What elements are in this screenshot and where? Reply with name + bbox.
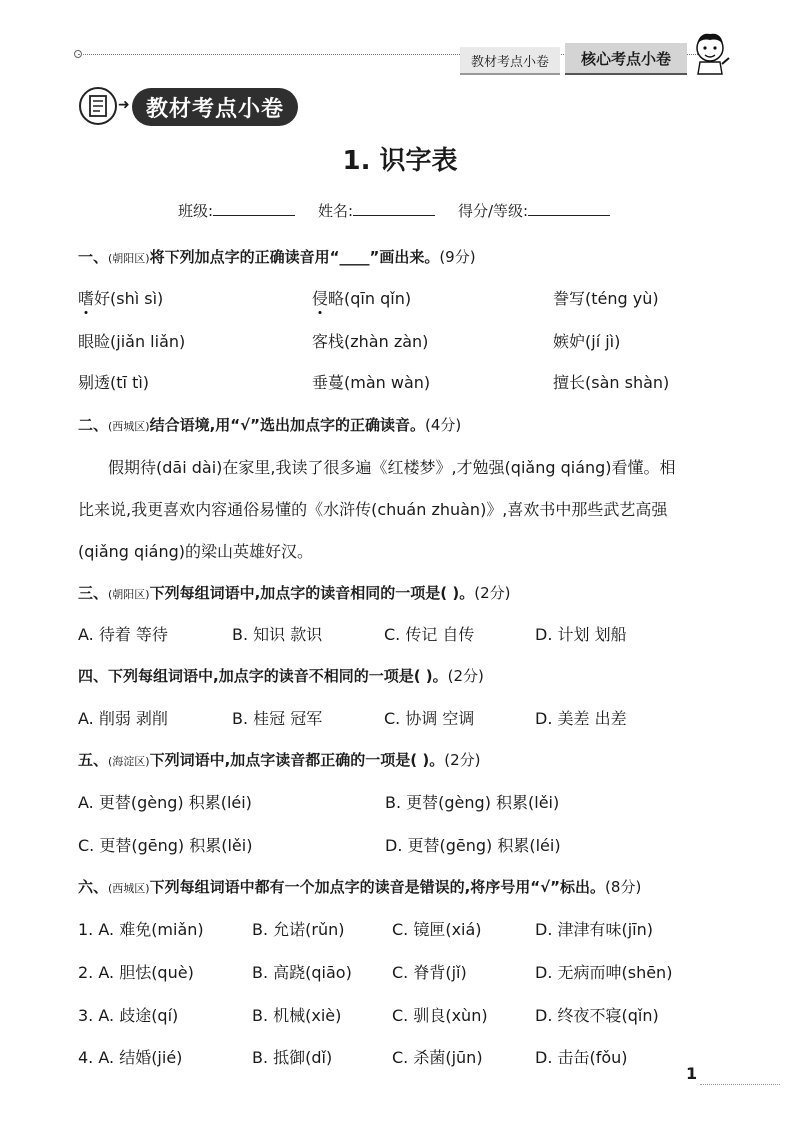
q4-option-d[interactable]: D. 美差 出差 xyxy=(535,709,627,728)
q6-row-4-c[interactable]: C. 杀菌(jūn) xyxy=(392,1048,483,1067)
q1-item[interactable]: 侵略(qīn qǐn) xyxy=(312,289,412,308)
q6-row-3-c[interactable]: C. 驯良(xùn) xyxy=(392,1006,488,1025)
q1-item[interactable]: 擅长(sàn shàn) xyxy=(553,373,670,392)
q6-row-3-d[interactable]: D. 终夜不寝(qǐn) xyxy=(535,1006,659,1025)
q6-row-1-a[interactable]: 1. A. 难免(miǎn) xyxy=(78,920,204,939)
question-6-heading: 六、(西城区)下列每组词语中都有一个加点字的读音是错误的,将序号用“√”标出。(8分) xyxy=(78,878,642,896)
q3-option-d[interactable]: D. 计划 划船 xyxy=(535,625,627,644)
notebook-icon xyxy=(78,86,118,126)
q5-option-c[interactable]: C. 更替(gēng) 积累(lěi) xyxy=(78,836,253,855)
class-label: 班级: xyxy=(178,202,214,220)
q1-item[interactable]: 垂蔓(màn wàn) xyxy=(312,373,431,392)
q6-row-1-c[interactable]: C. 镜匣(xiá) xyxy=(392,920,482,939)
q1-item[interactable]: 客栈(zhàn zàn) xyxy=(312,332,429,351)
question-3-heading: 三、(朝阳区)下列每组词语中,加点字的读音相同的一项是( )。(2分) xyxy=(78,584,511,602)
question-4-heading: 四、下列每组词语中,加点字的读音不相同的一项是( )。(2分) xyxy=(78,667,484,685)
arrow-icon: ➜ xyxy=(118,97,130,113)
name-label: 姓名: xyxy=(318,202,354,220)
q3-option-a[interactable]: A. 待着 等待 xyxy=(78,625,168,644)
q6-row-4-a[interactable]: 4. A. 结婚(jié) xyxy=(78,1048,183,1067)
q5-option-a[interactable]: A. 更替(gèng) 积累(léi) xyxy=(78,793,252,812)
q2-passage-line: 假期待(dāi dài)在家里,我读了很多遍《红楼梦》,才勉强(qiǎng qiáng)看懂。相 xyxy=(108,458,676,477)
q6-row-1-b[interactable]: B. 允诺(rǔn) xyxy=(252,920,345,939)
mascot-icon xyxy=(688,28,732,76)
q3-option-b[interactable]: B. 知识 款识 xyxy=(232,625,323,644)
question-2-heading: 二、(西城区)结合语境,用“√”选出加点字的正确读音。(4分) xyxy=(78,416,462,434)
score-field[interactable] xyxy=(458,200,610,221)
q1-item[interactable]: 嫉妒(jí jì) xyxy=(553,332,621,351)
question-5-heading: 五、(海淀区)下列词语中,加点字读音都正确的一项是( )。(2分) xyxy=(78,751,481,769)
q6-row-2-c[interactable]: C. 脊背(jǐ) xyxy=(392,963,467,982)
page-title: 1. 识字表 xyxy=(342,146,458,176)
q5-option-b[interactable]: B. 更替(gèng) 积累(lěi) xyxy=(385,793,560,812)
name-field[interactable] xyxy=(318,200,435,221)
class-field[interactable] xyxy=(178,200,295,221)
q4-option-b[interactable]: B. 桂冠 冠军 xyxy=(232,709,323,728)
q4-option-c[interactable]: C. 协调 空调 xyxy=(384,709,475,728)
q6-row-2-d[interactable]: D. 无病而呻(shēn) xyxy=(535,963,673,982)
q1-item[interactable]: 眼睑(jiǎn liǎn) xyxy=(78,332,186,351)
q6-row-4-d[interactable]: D. 击缶(fǒu) xyxy=(535,1048,628,1067)
q6-row-2-b[interactable]: B. 高跷(qiāo) xyxy=(252,963,352,982)
q4-option-a[interactable]: A. 削弱 剥削 xyxy=(78,709,168,728)
q6-row-3-a[interactable]: 3. A. 歧途(qí) xyxy=(78,1006,179,1025)
q5-option-d[interactable]: D. 更替(gēng) 积累(léi) xyxy=(385,836,561,855)
q1-item[interactable]: 剔透(tī tì) xyxy=(78,373,150,392)
q1-item[interactable]: 嗜好(shì sì) xyxy=(78,289,164,308)
q6-row-3-b[interactable]: B. 机械(xiè) xyxy=(252,1006,342,1025)
q1-item[interactable]: 誊写(téng yù) xyxy=(553,289,659,308)
header-tab-main: 核心考点小卷 xyxy=(565,43,687,75)
q3-option-c[interactable]: C. 传记 自传 xyxy=(384,625,475,644)
question-1-heading: 一、(朝阳区)将下列加点字的正确读音用“____”画出来。(9分) xyxy=(78,248,476,266)
q6-row-2-a[interactable]: 2. A. 胆怯(què) xyxy=(78,963,194,982)
page-number-rule xyxy=(700,1084,780,1085)
section-badge: 教材考点小卷 xyxy=(132,88,298,126)
q6-row-1-d[interactable]: D. 津津有味(jīn) xyxy=(535,920,654,939)
score-label: 得分/等级: xyxy=(458,202,529,220)
page-number: 1 xyxy=(686,1064,698,1083)
q2-passage-line: 比来说,我更喜欢内容通俗易懂的《水浒传(chuán zhuàn)》,喜欢书中那些武艺高强 xyxy=(78,500,668,519)
q2-passage-line: (qiǎng qiáng)的梁山英雄好汉。 xyxy=(78,542,313,561)
header-tab-small: 教材考点小卷 xyxy=(460,47,560,75)
q6-row-4-b[interactable]: B. 抵御(dǐ) xyxy=(252,1048,333,1067)
